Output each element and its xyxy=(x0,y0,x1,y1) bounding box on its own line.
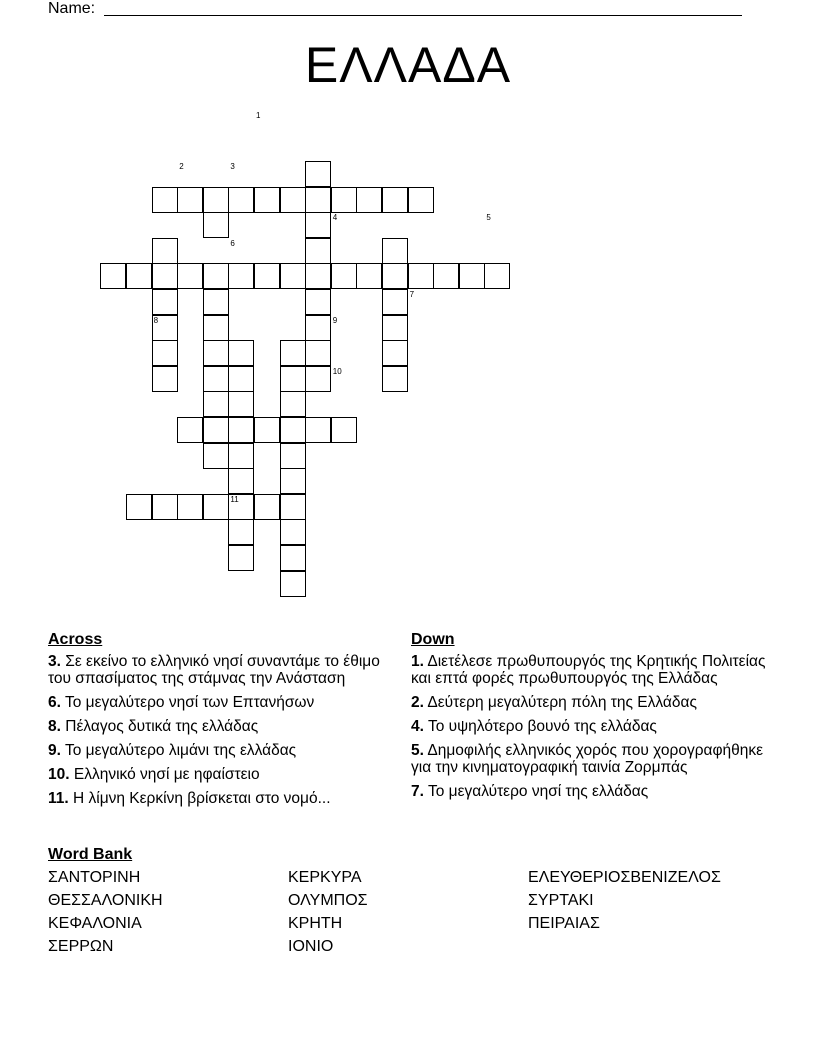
crossword-cell[interactable] xyxy=(305,366,331,392)
crossword-cell[interactable] xyxy=(100,263,126,289)
crossword-cell[interactable] xyxy=(152,494,178,520)
clue-text: Η λίμνη Κερκίνη βρίσκεται στο νομό... xyxy=(68,790,331,807)
crossword-cell[interactable] xyxy=(254,187,280,213)
crossword-cell[interactable] xyxy=(305,417,331,443)
clue-text: Το υψηλότερο βουνό της ελλάδας xyxy=(423,718,657,735)
word-bank-heading: Word Bank xyxy=(48,846,133,863)
crossword-cell[interactable] xyxy=(228,417,254,443)
clue-text: Δημοφιλής ελληνικός χορός που χορογραφήθηκε για την κινηματογραφική ταινία Ζορμπάς xyxy=(411,742,764,776)
crossword-cell[interactable] xyxy=(356,187,382,213)
word-bank-item: ΠΕΙΡΑΙΑΣ xyxy=(528,915,600,932)
across-clues xyxy=(48,653,383,814)
down-heading: Down xyxy=(411,631,455,648)
clue-num: 6. xyxy=(48,694,61,711)
crossword-cell[interactable] xyxy=(382,289,408,315)
crossword-cell[interactable] xyxy=(203,263,229,289)
across-clue xyxy=(48,790,383,807)
clue-num: 8. xyxy=(48,718,61,735)
page-title: ΕΛΛΑΔΑ xyxy=(304,37,512,93)
crossword-cell[interactable] xyxy=(305,289,331,315)
crossword-cell[interactable] xyxy=(305,161,331,187)
crossword-cell[interactable] xyxy=(177,187,203,213)
clue-number: 5 xyxy=(486,213,491,223)
crossword-cell[interactable] xyxy=(203,494,229,520)
across-clue xyxy=(48,694,383,711)
down-clue xyxy=(411,783,771,800)
crossword-cell[interactable] xyxy=(305,187,331,213)
clue-text: Διετέλεσε πρωθυπουργός της Κρητικής Πολιτείας και επτά φορές πρωθυπουργός της Ελλάδας xyxy=(411,653,766,687)
crossword-cell[interactable] xyxy=(228,391,254,417)
crossword-cell[interactable] xyxy=(228,366,254,392)
crossword-cell[interactable] xyxy=(305,340,331,366)
crossword-cell[interactable] xyxy=(203,315,229,341)
clue-number: 10 xyxy=(332,366,342,376)
down-clue xyxy=(411,718,771,735)
across-heading: Across xyxy=(48,631,103,648)
crossword-cell[interactable] xyxy=(254,494,280,520)
crossword-cell[interactable] xyxy=(382,315,408,341)
down-clues xyxy=(411,653,771,807)
clue-num: 2. xyxy=(411,694,424,711)
crossword-cell[interactable] xyxy=(203,187,229,213)
crossword-cell[interactable] xyxy=(280,468,306,494)
clue-num: 11. xyxy=(48,790,69,807)
word-bank-item: ΕΛΕΥΘΕΡΙΟΣΒΕΝΙΖΕΛΟΣ xyxy=(528,869,721,886)
crossword-cell[interactable] xyxy=(305,315,331,341)
crossword-cell[interactable] xyxy=(331,263,357,289)
crossword-cell[interactable] xyxy=(203,289,229,315)
crossword-cell[interactable] xyxy=(228,519,254,545)
clue-number: 11 xyxy=(230,494,239,504)
crossword-cell[interactable] xyxy=(254,417,280,443)
crossword-cell[interactable] xyxy=(228,468,254,494)
crossword-cell[interactable] xyxy=(280,340,306,366)
crossword-cell[interactable] xyxy=(280,391,306,417)
crossword-cell[interactable] xyxy=(280,443,306,469)
crossword-cell[interactable] xyxy=(126,494,152,520)
clue-text: Δεύτερη μεγαλύτερη πόλη της Ελλάδας xyxy=(423,694,697,711)
word-bank-item: ΙΟΝΙΟ xyxy=(288,938,334,955)
clue-text: Το μεγαλύτερο νησί της ελλάδας xyxy=(423,783,649,800)
clue-num: 9. xyxy=(48,742,61,759)
word-bank-item: ΚΕΡΚΥΡΑ xyxy=(288,869,362,886)
across-clue xyxy=(48,718,383,735)
down-clue xyxy=(411,653,771,687)
across-clue xyxy=(48,766,383,783)
down-clue xyxy=(411,742,771,776)
crossword-cell[interactable] xyxy=(152,289,178,315)
crossword-cell[interactable] xyxy=(305,263,331,289)
crossword-cell[interactable] xyxy=(228,263,254,289)
clue-number: 4 xyxy=(332,213,338,223)
crossword-cell[interactable] xyxy=(459,263,485,289)
crossword-cell[interactable] xyxy=(152,340,178,366)
across-clue xyxy=(48,653,383,687)
clue-number: 8 xyxy=(153,315,159,325)
word-bank-item: ΣΥΡΤΑΚΙ xyxy=(528,892,594,909)
word-bank-item: ΣΑΝΤΟΡΙΝΗ xyxy=(48,869,141,886)
crossword-cell[interactable] xyxy=(408,187,434,213)
crossword-cell[interactable] xyxy=(305,212,331,238)
crossword-cell[interactable] xyxy=(126,263,152,289)
crossword-cell[interactable] xyxy=(331,417,357,443)
crossword-cell[interactable] xyxy=(280,187,306,213)
crossword-cell[interactable] xyxy=(177,494,203,520)
crossword-cell[interactable] xyxy=(382,238,408,264)
crossword-cell[interactable] xyxy=(305,238,331,264)
crossword-cell[interactable] xyxy=(382,366,408,392)
crossword-cell[interactable] xyxy=(280,417,306,443)
clue-num: 5. xyxy=(411,742,424,759)
crossword-cell[interactable] xyxy=(280,494,306,520)
crossword-cell[interactable] xyxy=(280,519,306,545)
clue-number: 9 xyxy=(332,315,338,325)
across-clue xyxy=(48,742,383,759)
word-bank-item: ΚΕΦΑΛΟΝΙΑ xyxy=(48,915,142,932)
crossword-cell[interactable] xyxy=(228,187,254,213)
crossword-cell[interactable] xyxy=(433,263,459,289)
crossword-cell[interactable] xyxy=(382,340,408,366)
crossword-cell[interactable] xyxy=(203,391,229,417)
crossword-cell[interactable] xyxy=(203,212,229,238)
clue-num: 4. xyxy=(411,718,424,735)
crossword-cell[interactable] xyxy=(331,187,357,213)
clue-text: Πέλαγος δυτικά της ελλάδας xyxy=(60,718,259,735)
crossword-cell[interactable] xyxy=(203,340,229,366)
clue-text: Το μεγαλύτερο λιμάνι της ελλάδας xyxy=(60,742,297,759)
crossword-cell[interactable] xyxy=(152,263,178,289)
word-bank-item: ΟΛΥΜΠΟΣ xyxy=(288,892,368,909)
word-bank-item: ΘΕΣΣΑΛΟΝΙΚΗ xyxy=(48,892,163,909)
crossword-cell[interactable] xyxy=(203,417,229,443)
crossword-cell[interactable] xyxy=(382,187,408,213)
word-bank-item: ΚΡΗΤΗ xyxy=(288,915,343,932)
word-bank-item: ΣΕΡΡΩΝ xyxy=(48,938,114,955)
clue-number: 6 xyxy=(230,238,235,248)
clue-num: 7. xyxy=(411,783,424,800)
crossword-cell[interactable] xyxy=(280,366,306,392)
crossword-cell[interactable] xyxy=(408,263,434,289)
crossword-cell[interactable] xyxy=(228,545,254,571)
clue-num: 1. xyxy=(411,653,424,670)
crossword-cell[interactable] xyxy=(280,263,306,289)
crossword-cell[interactable] xyxy=(254,263,280,289)
clue-number: 2 xyxy=(179,162,184,171)
down-clue xyxy=(411,694,771,711)
crossword-cell[interactable] xyxy=(152,187,178,213)
clue-text: Το μεγαλύτερο νησί των Επτανήσων xyxy=(60,694,315,711)
crossword-cell[interactable] xyxy=(203,443,229,469)
clue-number: 7 xyxy=(409,290,415,299)
crossword-cell[interactable] xyxy=(228,340,254,366)
crossword-cell[interactable] xyxy=(177,263,203,289)
clue-num: 3. xyxy=(48,653,61,670)
clue-num: 10. xyxy=(48,766,70,783)
name-label: Name: xyxy=(48,0,96,17)
clue-number: 3 xyxy=(230,162,235,171)
clue-number: 1 xyxy=(256,110,261,120)
crossword-cell[interactable] xyxy=(280,545,306,571)
clue-text: Ελληνικό νησί με ηφαίστειο xyxy=(69,766,260,783)
crossword-cell[interactable] xyxy=(152,366,178,392)
crossword-cell[interactable] xyxy=(484,263,510,289)
crossword-cell[interactable] xyxy=(382,263,408,289)
crossword-cell[interactable] xyxy=(177,417,203,443)
crossword-cell[interactable] xyxy=(152,238,178,264)
clue-text: Σε εκείνο το ελληνικό νησί συναντάμε το έθιμο του σπασίματος της στάμνας την Ανάσταση xyxy=(48,653,380,687)
crossword-cell[interactable] xyxy=(356,263,382,289)
crossword-cell[interactable] xyxy=(203,366,229,392)
crossword-cell[interactable] xyxy=(280,571,306,597)
crossword-cell[interactable] xyxy=(228,443,254,469)
